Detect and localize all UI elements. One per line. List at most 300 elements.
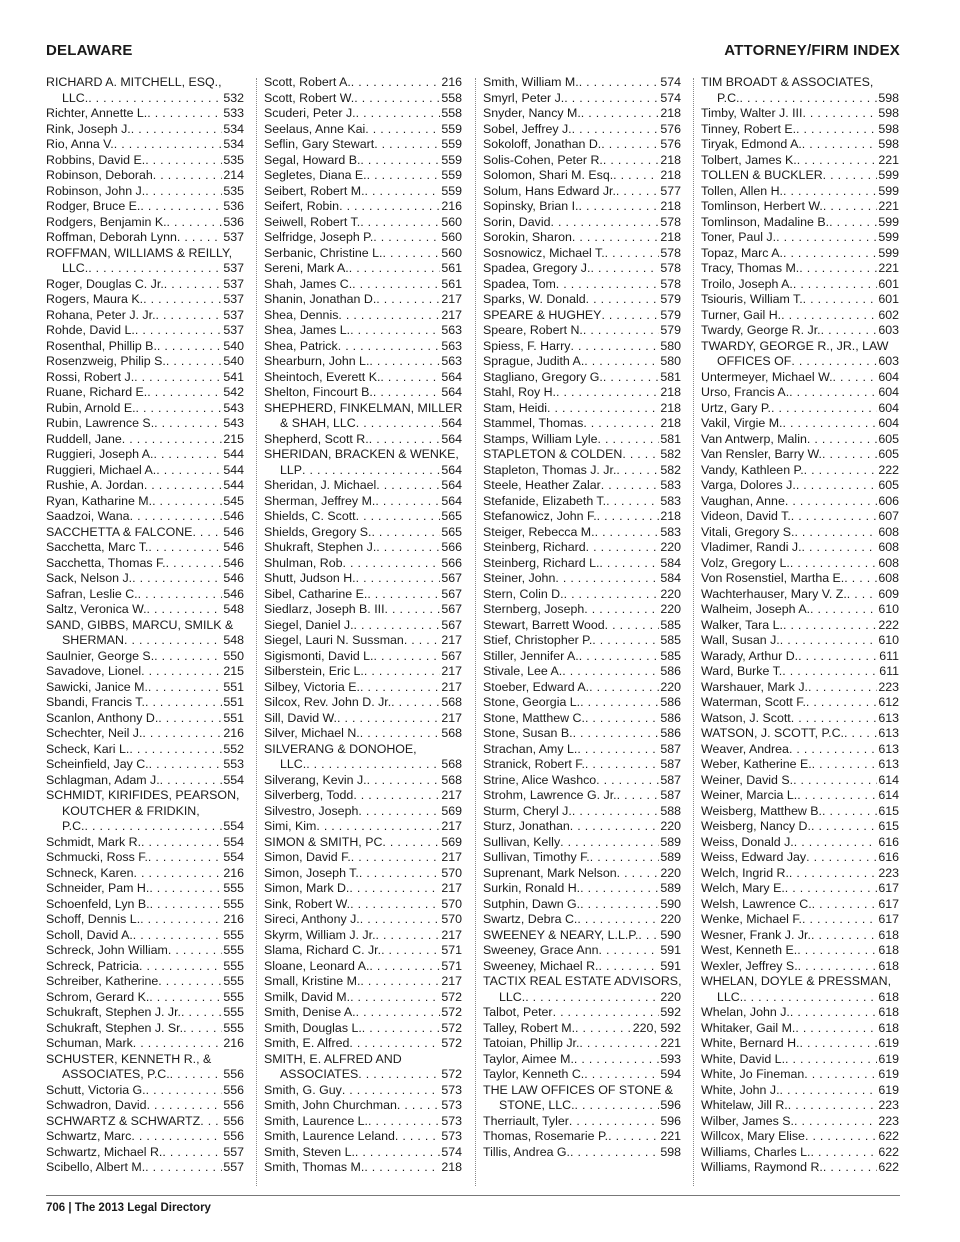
index-entry [701, 711, 899, 727]
index-entry [46, 292, 244, 308]
index-entry [483, 959, 681, 975]
index-entry [483, 633, 681, 649]
index-entry [46, 153, 244, 169]
entry-page-number: 559 [441, 121, 462, 136]
dot-leader [804, 463, 878, 479]
entry-name: Warady, Arthur D. [701, 648, 799, 663]
index-entry [701, 804, 899, 820]
dot-leader [562, 664, 659, 680]
dot-leader [583, 323, 659, 339]
entry-name: Ruane, Richard E. [46, 385, 148, 399]
entry-name: Schreck, Patricia [46, 958, 139, 973]
index-entry [46, 385, 244, 401]
index-entry [701, 897, 899, 913]
entry-page-number: 574 [660, 75, 681, 89]
index-entry [701, 494, 899, 510]
entry-row [264, 478, 462, 494]
entry-row [46, 587, 244, 603]
index-entry [701, 1036, 899, 1052]
entry-page-number: 578 [660, 261, 681, 275]
index-entry [264, 184, 462, 200]
entry-row [264, 91, 462, 107]
index-entry [264, 726, 462, 742]
dot-leader [598, 432, 660, 448]
entry-name: Untermeyer, Michael W. [701, 369, 833, 384]
entry-name: Stefanowicz, John F. [483, 509, 597, 523]
index-entry [46, 1145, 244, 1161]
entry-row [701, 1052, 899, 1068]
dot-leader [547, 401, 659, 417]
entry-page-number: 618 [878, 989, 899, 1004]
index-entry [701, 246, 899, 262]
entry-name: Sibel, Catharine E. [264, 586, 368, 601]
entry-page-number: 610 [878, 602, 899, 616]
entry-name: Whitelaw, Jill R. [701, 1098, 788, 1112]
index-entry [264, 1129, 462, 1145]
entry-page-number: 555 [223, 974, 244, 988]
entry-name-line: SAND, GIBBS, MARCU, SMILK & [46, 617, 234, 632]
entry-name: Smith, Douglas L. [264, 1020, 362, 1035]
entry-page-number: 617 [878, 912, 899, 926]
dot-leader [555, 571, 659, 587]
entry-name: Williams, Raymond R. [701, 1160, 823, 1174]
entry-row [701, 664, 899, 680]
entry-name: White, David L. [701, 1051, 786, 1066]
entry-row [483, 184, 681, 200]
entry-name: Shepherd, Scott R. [264, 431, 369, 446]
index-entry [483, 757, 681, 773]
index-entry [483, 525, 681, 541]
index-entry [701, 850, 899, 866]
entry-name: Willcox, Mary Elise [701, 1129, 805, 1143]
entry-name: Shea, Dennis [264, 307, 339, 322]
entry-name: Shah, James C. [264, 276, 353, 291]
entry-row [264, 819, 462, 835]
entry-row [46, 106, 244, 122]
entry-name: Sbandi, Francis T. [46, 695, 145, 709]
entry-row [701, 122, 899, 138]
entry-row [483, 447, 681, 463]
entry-row [46, 153, 244, 169]
dot-leader [153, 168, 223, 184]
entry-row [264, 525, 462, 541]
dot-leader [592, 633, 659, 649]
entry-name-line: SCHMIDT, KIRIFIDES, PEARSON, [46, 788, 240, 802]
entry-name: Scuderi, Peter J. [264, 106, 356, 120]
entry-page-number: 587 [660, 772, 681, 787]
index-entry [264, 835, 462, 851]
entry-page-number: 599 [878, 214, 899, 229]
entry-page-number: 582 [660, 447, 681, 461]
index-entry [701, 1083, 899, 1099]
entry-name: Shelton, Fincourt B. [264, 385, 373, 399]
dot-leader [802, 540, 878, 556]
dot-leader [806, 850, 877, 866]
index-entry [701, 788, 899, 804]
entry-name: Schoenfeld, Lyn B. [46, 896, 150, 911]
entry-page-number: 537 [223, 307, 244, 322]
dot-leader [580, 897, 659, 913]
dot-leader [157, 339, 222, 355]
dot-leader [812, 757, 878, 773]
entry-page-number: 579 [660, 292, 681, 306]
entry-row [483, 695, 681, 711]
dot-leader [782, 664, 878, 680]
entry-page-number: 584 [660, 571, 681, 585]
entry-row [264, 943, 462, 959]
entry-row [701, 556, 899, 572]
entry-row [701, 928, 899, 944]
entry-row [701, 401, 899, 417]
index-entry [483, 137, 681, 153]
entry-page-number: 543 [223, 416, 244, 430]
entry-row [264, 680, 462, 696]
entry-page-number: 616 [878, 850, 899, 864]
entry-name: Smith, Laurence Leland [264, 1129, 395, 1143]
entry-row [46, 695, 244, 711]
entry-row [701, 881, 899, 897]
dot-leader [780, 633, 878, 649]
dot-leader [160, 773, 223, 789]
entry-page-number: 564 [441, 431, 462, 446]
entry-row [264, 1098, 462, 1114]
dot-leader [152, 494, 222, 510]
dot-leader [556, 277, 660, 293]
dot-leader [365, 184, 441, 200]
entry-row [483, 432, 681, 448]
dot-leader [144, 478, 223, 494]
dot-leader [134, 370, 222, 386]
index-entry [46, 556, 244, 572]
dot-leader [350, 323, 440, 339]
entry-row [46, 91, 244, 107]
entry-name: Sheridan, J. Michael [264, 478, 377, 492]
index-entry [46, 323, 244, 339]
entry-page-number: 556 [223, 1129, 244, 1143]
entry-row [483, 556, 681, 572]
entry-row [483, 401, 681, 417]
index-entry [483, 1114, 681, 1130]
entry-row [701, 773, 899, 789]
index-entry [701, 540, 899, 556]
dot-leader [145, 695, 222, 711]
index-entry [264, 633, 462, 649]
entry-page-number: 613 [878, 726, 899, 740]
entry-page-number: 218 [660, 385, 681, 399]
entry-row [46, 602, 244, 618]
entry-row [483, 1052, 681, 1068]
index-entry [264, 153, 462, 169]
dot-leader [135, 323, 222, 339]
entry-page-number: 555 [223, 927, 244, 942]
entry-name: Talley, Robert M. [483, 1020, 576, 1035]
entry-page-number: 568 [441, 757, 462, 771]
entry-row [483, 339, 681, 355]
entry-page-number: 555 [223, 1020, 244, 1035]
entry-page-number: 218 [660, 400, 681, 415]
entry-page-number: 216 [441, 75, 462, 89]
entry-page-number: 216 [223, 912, 244, 926]
dot-leader [360, 680, 440, 696]
index-entry [701, 463, 899, 479]
entry-name: Sosnowicz, Michael T. [483, 245, 605, 260]
entry-page-number: 587 [660, 757, 681, 771]
entry-name: Wexler, Jeffrey S. [701, 958, 798, 973]
index-entry [701, 122, 899, 138]
entry-row [46, 680, 244, 696]
entry-name: Slama, Richard C. Jr. [264, 943, 382, 957]
entry-page-number: 604 [878, 416, 899, 430]
entry-row [483, 308, 681, 324]
entry-row [701, 680, 899, 696]
entry-name: Sweeney, Grace Ann [483, 943, 599, 957]
dot-leader [789, 385, 877, 401]
entry-name: Sullivan, Timothy F. [483, 850, 590, 864]
entry-name: Vitali, Gregory S. [701, 524, 795, 539]
entry-row [701, 432, 899, 448]
entry-row [483, 137, 681, 153]
entry-page-number: 619 [878, 1036, 899, 1050]
index-entry [701, 525, 899, 541]
entry-name: Urtz, Gary P. [701, 400, 771, 415]
dot-leader [133, 1036, 223, 1052]
dot-leader [797, 943, 877, 959]
index-entry [701, 974, 899, 1005]
entry-name: Tracy, Thomas M. [701, 261, 800, 275]
entry-page-number: 622 [878, 1144, 899, 1159]
entry-page-number: 218 [441, 1160, 462, 1174]
index-entry [264, 695, 462, 711]
entry-name: Robinson, John J. [46, 183, 146, 198]
column-divider [693, 78, 694, 1186]
dot-leader [802, 106, 877, 122]
entry-row [483, 1036, 681, 1052]
index-entry [264, 881, 462, 897]
dot-leader [350, 897, 440, 913]
entry-name: Stahl, Roy H. [483, 385, 556, 399]
entry-name: Weber, Katherine E. [701, 757, 812, 771]
entry-name: Schreck, John William [46, 943, 168, 957]
entry-name: Smyrl, Peter J. [483, 90, 565, 105]
entry-name: Scheinfield, Jay C. [46, 757, 149, 771]
entry-name: Smith, Denise A. [264, 1005, 356, 1019]
entry-name: LLC. [62, 261, 89, 275]
index-entry [46, 912, 244, 928]
entry-page-number: 558 [441, 90, 462, 105]
entry-row [46, 199, 244, 215]
entry-row [264, 1145, 462, 1161]
entry-row [264, 928, 462, 944]
entry-name: Sorin, David [483, 214, 551, 229]
entry-page-number: 589 [660, 850, 681, 864]
entry-page-number: 563 [441, 323, 462, 337]
entry-page-number: 570 [441, 865, 462, 880]
entry-name: Welsh, Lawrence C. [701, 896, 812, 911]
entry-row [483, 990, 681, 1006]
entry-row [46, 230, 244, 246]
entry-page-number: 554 [223, 819, 244, 833]
entry-page-number: 608 [878, 571, 899, 585]
dot-leader [823, 199, 877, 215]
index-entry [701, 1129, 899, 1145]
entry-page-number: 534 [223, 137, 244, 151]
entry-page-number: 218 [660, 416, 681, 430]
dot-leader [570, 339, 659, 355]
index-entry [701, 618, 899, 634]
entry-row [701, 370, 899, 386]
dot-leader [617, 866, 660, 882]
dot-leader [603, 370, 659, 386]
entry-name: Solum, Hans Edward Jr. [483, 183, 616, 198]
entry-page-number: 568 [441, 695, 462, 709]
entry-page-number: 587 [660, 788, 681, 802]
entry-row [701, 1067, 899, 1083]
entry-row [701, 804, 899, 820]
entry-name: Stagliano, Gregory G. [483, 369, 603, 384]
entry-row [701, 184, 899, 200]
dot-leader [146, 1083, 223, 1099]
index-entry [701, 556, 899, 572]
entry-page-number: 216 [223, 1036, 244, 1050]
dot-leader [368, 1114, 440, 1130]
dot-leader [785, 881, 878, 897]
entry-page-number: 544 [223, 447, 244, 461]
entry-name: Rubin, Lawrence S. [46, 416, 155, 430]
entry-page-number: 596 [660, 1098, 681, 1112]
index-entry [701, 447, 899, 463]
entry-name: SPEARE & HUGHEY [483, 307, 602, 322]
entry-name: Siedlarz, Joseph B. III [264, 602, 385, 616]
index-entry [483, 912, 681, 928]
entry-row [264, 664, 462, 680]
dot-leader [158, 711, 222, 727]
index-entry [264, 912, 462, 928]
dot-leader [622, 447, 659, 463]
entry-name-line: TIM BROADT & ASSOCIATES, [701, 75, 874, 89]
index-entry [46, 308, 244, 324]
entry-row [264, 416, 462, 432]
entry-name: LLC. [717, 989, 744, 1004]
index-entry [701, 106, 899, 122]
index-entry [264, 525, 462, 541]
entry-name: Stief, Christopher P. [483, 633, 593, 647]
entry-name: Siegel, Lauri N. Sussman [264, 633, 404, 647]
index-entry [264, 649, 462, 665]
footer-rule [46, 1195, 900, 1196]
entry-page-number: 578 [660, 276, 681, 291]
dot-leader [148, 680, 222, 696]
entry-page-number: 611 [879, 648, 899, 663]
dot-leader [829, 215, 877, 231]
entry-page-number: 217 [441, 974, 462, 988]
index-entry [483, 664, 681, 680]
entry-name: Schrom, Gerard K. [46, 989, 150, 1004]
entry-page-number: 622 [878, 1160, 899, 1174]
entry-page-number: 217 [441, 850, 462, 864]
index-entry [483, 866, 681, 882]
index-entry [483, 509, 681, 525]
index-entry [46, 1114, 244, 1130]
index-entry [483, 478, 681, 494]
entry-row [264, 556, 462, 572]
entry-page-number: 555 [223, 958, 244, 973]
entry-row [483, 1005, 681, 1021]
entry-row [264, 757, 462, 773]
index-entry [701, 323, 899, 339]
entry-name: Surkin, Ronald H. [483, 881, 581, 895]
entry-row [46, 432, 244, 448]
dot-leader [599, 556, 659, 572]
dot-leader [572, 122, 660, 138]
dot-leader [141, 835, 222, 851]
dot-leader [581, 106, 660, 122]
index-entry [483, 1036, 681, 1052]
index-entry [264, 897, 462, 913]
entry-row [264, 168, 462, 184]
dot-leader [574, 1052, 659, 1068]
dot-leader [153, 447, 222, 463]
index-entry [264, 277, 462, 293]
index-entry [701, 819, 899, 835]
entry-page-number: 617 [878, 896, 899, 911]
index-entry [701, 1052, 899, 1068]
dot-leader [156, 308, 223, 324]
entry-row [264, 959, 462, 975]
entry-page-number: 559 [441, 137, 462, 151]
dot-leader [369, 432, 441, 448]
entry-name: Steinberg, Richard L. [483, 555, 600, 570]
entry-name: Stone, Matthew C. [483, 710, 585, 725]
entry-name: Shields, C. Scott [264, 509, 356, 523]
dot-leader [616, 463, 659, 479]
entry-name-line: SHEPHERD, FINKELMAN, MILLER [264, 400, 463, 415]
entry-row [46, 990, 244, 1006]
entry-name: Therriault, Tyler [483, 1113, 569, 1128]
dot-leader [802, 137, 878, 153]
entry-name-line: SMITH, E. ALFRED AND [264, 1051, 402, 1066]
entry-row [483, 416, 681, 432]
entry-name: Urso, Francis A. [701, 385, 790, 399]
entry-name: Simon, Mark D. [264, 881, 350, 895]
entry-page-number: 559 [441, 152, 462, 167]
entry-page-number: 618 [878, 1020, 899, 1035]
entry-page-number: 580 [660, 338, 681, 353]
entry-row [701, 91, 899, 107]
entry-name: Steele, Heather Zalar [483, 478, 601, 492]
entry-page-number: 560 [441, 214, 462, 229]
index-entry [46, 897, 244, 913]
entry-name: Stone, Susan B. [483, 726, 573, 740]
index-entry [483, 788, 681, 804]
entry-page-number: 593 [660, 1051, 681, 1066]
entry-row [46, 1098, 244, 1114]
index-entry [701, 695, 899, 711]
entry-name: Sokoloff, Jonathan D. [483, 137, 602, 151]
entry-page-number: 608 [878, 555, 899, 570]
dot-leader [776, 230, 877, 246]
dot-leader [360, 974, 440, 990]
index-entry [483, 463, 681, 479]
index-entry [483, 122, 681, 138]
entry-page-number: 564 [441, 493, 462, 508]
entry-page-number: 603 [878, 354, 899, 368]
entry-row [264, 339, 462, 355]
entry-page-number: 605 [878, 431, 899, 446]
entry-page-number: 216 [223, 865, 244, 880]
entry-row [46, 1145, 244, 1161]
entry-row [264, 711, 462, 727]
dot-leader [142, 726, 222, 742]
